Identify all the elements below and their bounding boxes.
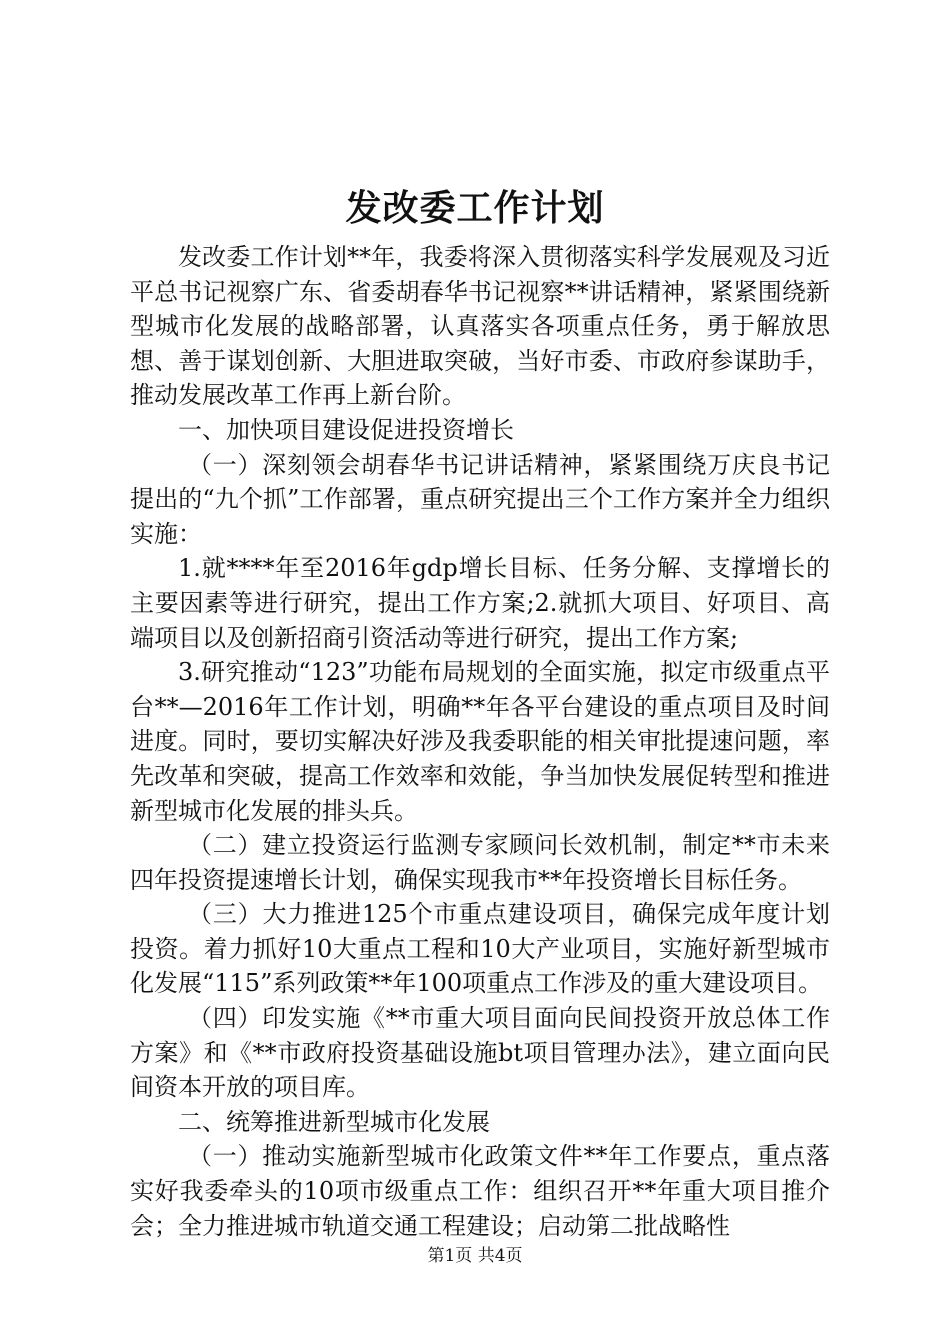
paragraph-item: （四）印发实施《**市重大项目面向民间投资开放总体工作方案》和《**市政府投资基础设施bt项目管理办法》，建立面向民间资本开放的项目库。 <box>130 1004 830 1102</box>
document-body <box>130 240 830 1243</box>
section-heading-2: 二、统筹推进新型城市化发展 <box>178 1107 490 1136</box>
paragraph-intro: 发改委工作计划**年，我委将深入贯彻落实科学发展观及习近平总书记视察广东、省委胡春华书记视察**讲话精神，紧紧围绕新型城市化发展的战略部署，认真落实各项重点任务，勇于解放思想、善于谋划创新、大胆进取突破，当好市委、市政府参谋助手，推动发展改革工作再上新台阶。 <box>130 243 830 410</box>
paragraph-item: （一）深刻领会胡春华书记讲话精神，紧紧围绕万庆良书记提出的“九个抓”工作部署，重点研究提出三个工作方案并全力组织实施： <box>130 450 830 548</box>
section-heading-1: 一、加快项目建设促进投资增长 <box>178 415 514 444</box>
paragraph-item: （三）大力推进125个市重点建设项目，确保完成年度计划投资。着力抓好10大重点工程和10大产业项目，实施好新型城市化发展“115”系列政策**年100项重点工作涉及的重大建设项目。 <box>130 900 830 998</box>
paragraph-item: 1.就****年至2016年gdp增长目标、任务分解、支撑增长的主要因素等进行研究，提出工作方案;2.就抓大项目、好项目、高端项目以及创新招商引资活动等进行研究，提出工作方案; <box>130 554 830 652</box>
page-number: 第1页 共4页 <box>427 1246 523 1266</box>
paragraph-item: （二）建立投资运行监测专家顾问长效机制，制定**市未来四年投资提速增长计划，确保实现我市**年投资增长目标任务。 <box>130 831 830 894</box>
document-title: 发改委工作计划 <box>345 187 605 229</box>
paragraph-item: （一）推动实施新型城市化政策文件**年工作要点，重点落实好我委牵头的10项市级重点工作：组织召开**年重大项目推介会；全力推进城市轨道交通工程建设；启动第二批战略性 <box>130 1142 830 1240</box>
paragraph-item: 3.研究推动“123”功能布局规划的全面实施，拟定市级重点平台**—2016年工作计划，明确**年各平台建设的重点项目及时间进度。同时，要切实解决好涉及我委职能的相关审批提速问题，率先改革和突破，提高工作效率和效能，争当加快发展促转型和推进新型城市化发展的排头兵。 <box>130 658 830 825</box>
